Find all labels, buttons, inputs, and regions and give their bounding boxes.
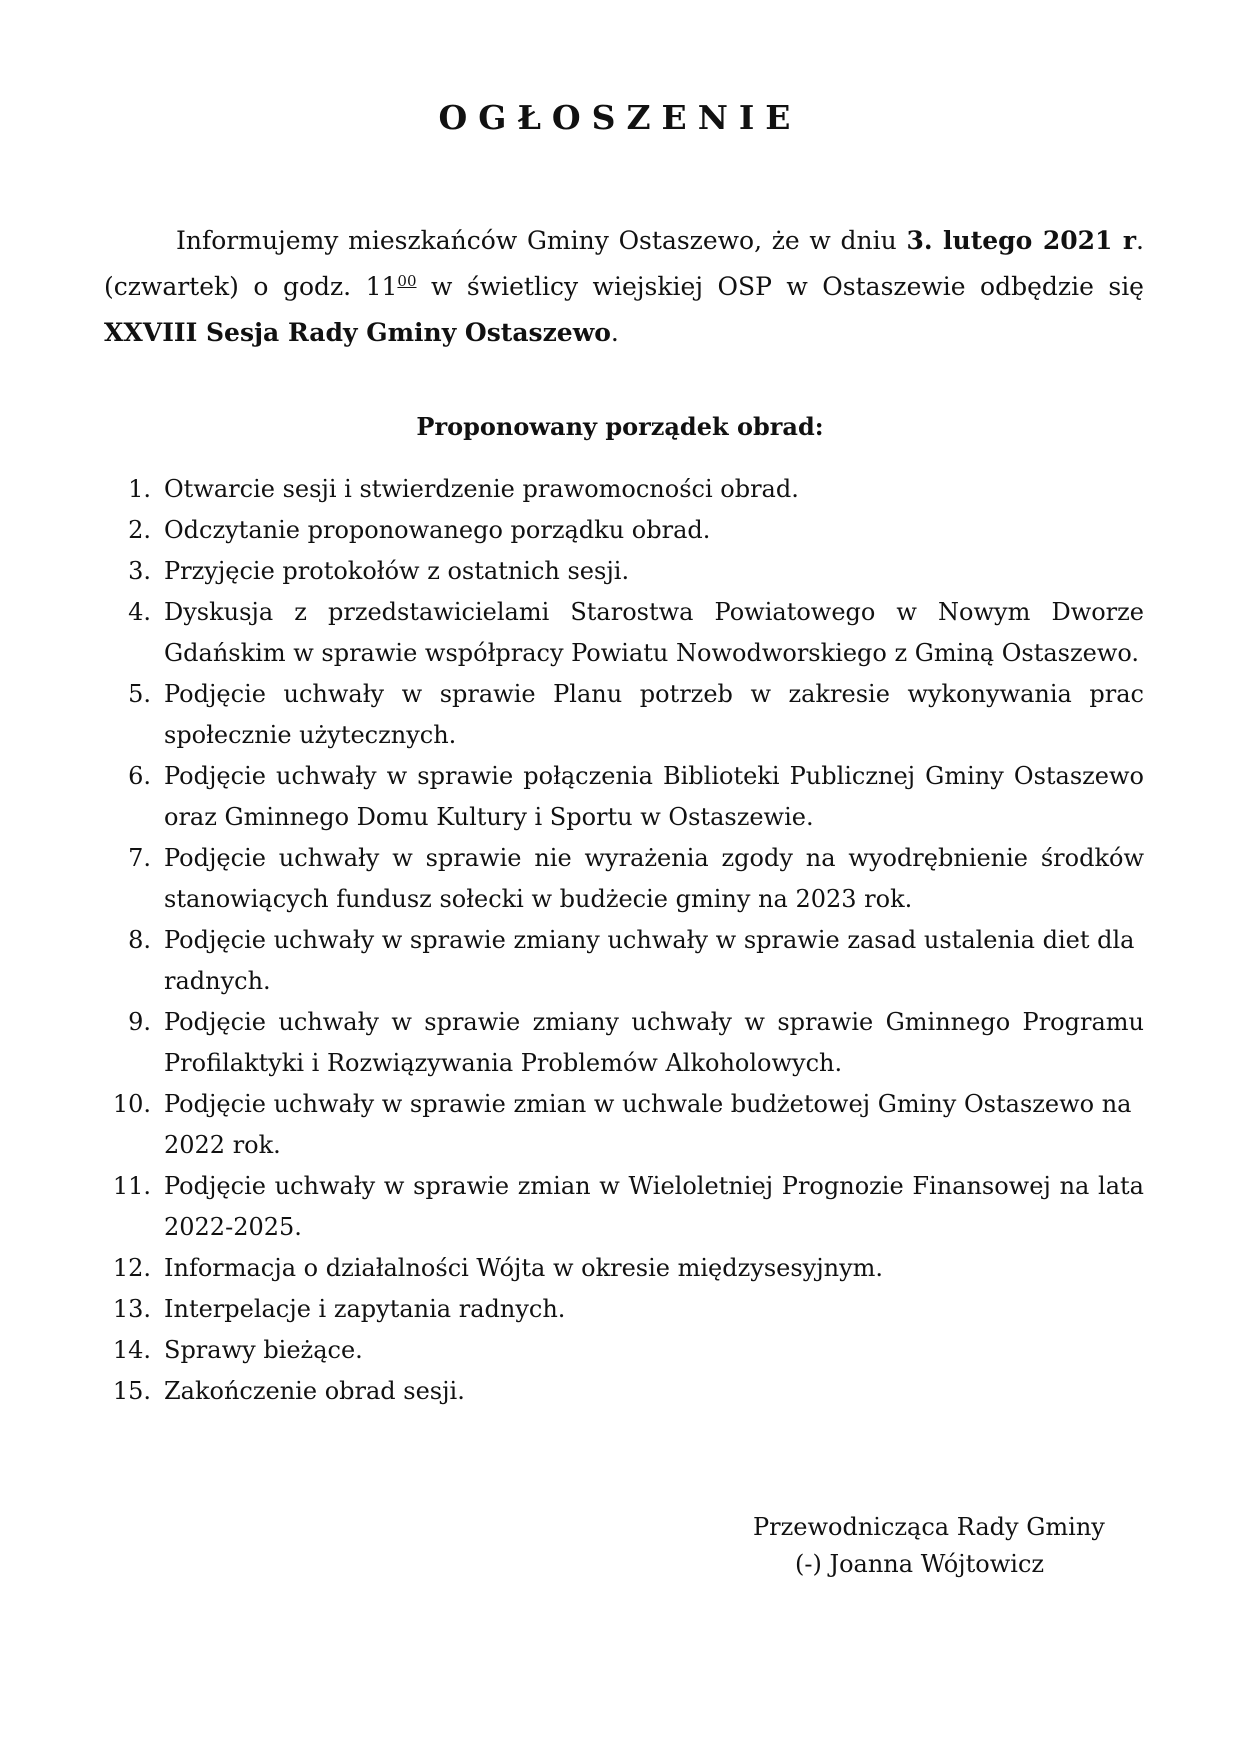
- intro-text-1: Informujemy mieszkańców Gminy Ostaszewo, że w dniu: [176, 226, 897, 255]
- agenda-item-text: Podjęcie uchwały w sprawie zmiany uchwały w sprawie Gminnego Programu Profilaktyki i Rozwiązywania Problemów Alkoholowych.: [164, 1008, 1144, 1077]
- agenda-item-number: 2.: [128, 516, 151, 544]
- agenda-item-number: 4.: [128, 598, 151, 626]
- agenda-item: [104, 838, 1144, 920]
- agenda-item-number: 8.: [128, 926, 151, 954]
- signature-name: (-) Joanna Wójtowicz: [795, 1550, 1045, 1578]
- agenda-item-text: Informacja o działalności Wójta w okresie międzysesyjnym.: [164, 1254, 884, 1282]
- intro-text-2: (czwartek) o godz. 11: [104, 272, 398, 301]
- document-title: OGŁOSZENIE: [438, 98, 802, 137]
- agenda-item: [104, 592, 1144, 674]
- intro-dot-1: .: [1136, 226, 1144, 255]
- agenda-item-text: Podjęcie uchwały w sprawie połączenia Biblioteki Publicznej Gminy Ostaszewo oraz Gminnego Domu Kultury i Sportu w Ostaszewie.: [164, 762, 1144, 831]
- agenda-item-number: 1.: [128, 475, 151, 503]
- agenda-item: [104, 469, 1144, 510]
- agenda-item-text: Sprawy bieżące.: [164, 1336, 363, 1364]
- agenda-item: [104, 1289, 1144, 1330]
- agenda-item-number: 12.: [112, 1254, 151, 1282]
- agenda-item-text: Przyjęcie protokołów z ostatnich sesji.: [164, 557, 630, 585]
- agenda-item-number: 13.: [112, 1295, 151, 1323]
- intro-dot-2: .: [610, 318, 619, 347]
- intro-paragraph: [104, 218, 1144, 356]
- agenda-item: [104, 756, 1144, 838]
- agenda-item-number: 3.: [128, 557, 151, 585]
- agenda-item-number: 10.: [112, 1090, 151, 1118]
- agenda-item-number: 14.: [112, 1336, 151, 1364]
- agenda-item: [104, 1084, 1144, 1166]
- agenda-item-number: 5.: [128, 680, 151, 708]
- agenda-item: [104, 1371, 1144, 1412]
- agenda-item-text: Odczytanie proponowanego porządku obrad.: [164, 516, 711, 544]
- agenda-item: [104, 1166, 1144, 1248]
- intro-text-3: w świetlicy wiejskiej OSP w Ostaszewie odbędzie się: [416, 272, 1144, 301]
- agenda-item: [104, 1248, 1144, 1289]
- agenda-item-text: Podjęcie uchwały w sprawie Planu potrzeb w zakresie wykonywania prac społecznie użytecznych.: [164, 680, 1144, 749]
- agenda-item-number: 15.: [112, 1377, 151, 1405]
- agenda-item-text: Dyskusja z przedstawicielami Starostwa Powiatowego w Nowym Dworze Gdańskim w sprawie współpracy Powiatu Nowodworskiego z Gminą Ostaszewo.: [164, 598, 1144, 667]
- session-name: XXVIII Sesja Rady Gminy Ostaszewo: [104, 318, 611, 347]
- agenda-item-text: Podjęcie uchwały w sprawie nie wyrażenia zgody na wyodrębnienie środków stanowiących fundusz sołecki w budżecie gminy na 2023 rok.: [164, 844, 1144, 913]
- agenda-item: [104, 674, 1144, 756]
- agenda-item: [104, 551, 1144, 592]
- agenda-item: [104, 510, 1144, 551]
- agenda-item: [104, 920, 1144, 1002]
- agenda-item: [104, 1002, 1144, 1084]
- agenda-item-text: Zakończenie obrad sesji.: [164, 1377, 465, 1405]
- session-time-minutes: 00: [397, 272, 417, 290]
- agenda-item-text: Podjęcie uchwały w sprawie zmian w Wieloletniej Prognozie Finansowej na lata 2022-2025.: [164, 1172, 1144, 1241]
- agenda-item-text: Podjęcie uchwały w sprawie zmiany uchwały w sprawie zasad ustalenia diet dla radnych.: [164, 926, 1135, 995]
- agenda-item-text: Otwarcie sesji i stwierdzenie prawomocności obrad.: [164, 475, 799, 503]
- agenda-item-number: 11.: [112, 1172, 151, 1200]
- agenda-item-number: 6.: [128, 762, 151, 790]
- agenda-item-text: Podjęcie uchwały w sprawie zmian w uchwale budżetowej Gminy Ostaszewo na 2022 rok.: [164, 1090, 1132, 1159]
- signature-role: Przewodnicząca Rady Gminy: [753, 1513, 1105, 1541]
- agenda-list: [104, 469, 1144, 1412]
- session-date: 3. lutego 2021 r: [906, 226, 1137, 255]
- agenda-item-number: 9.: [128, 1008, 151, 1036]
- agenda-item-number: 7.: [128, 844, 151, 872]
- signature-block: [720, 1509, 1120, 1583]
- agenda-item: [104, 1330, 1144, 1371]
- agenda-heading: Proponowany porządek obrad:: [416, 412, 824, 441]
- agenda-item-text: Interpelacje i zapytania radnych.: [164, 1295, 566, 1323]
